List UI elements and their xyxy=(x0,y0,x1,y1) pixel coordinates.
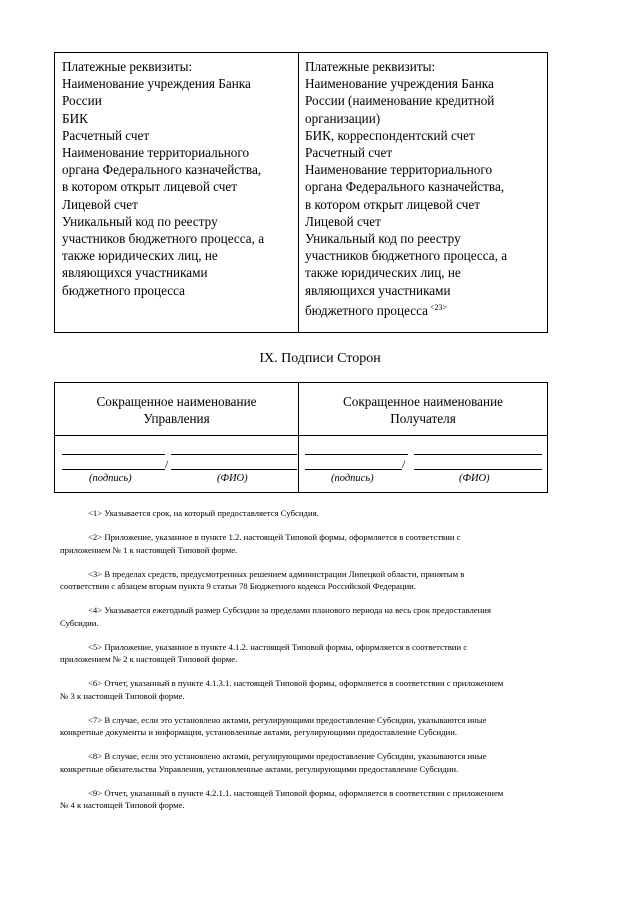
footnote-5 xyxy=(60,641,610,666)
payment-line-last xyxy=(305,299,543,319)
footnote-text: <6> Отчет, указанный в пункте 4.1.3.1. настоящей Типовой формы, оформляется в соответствии с приложением xyxy=(88,678,504,688)
payment-line: органа Федерального казначейства, xyxy=(305,179,505,195)
signatures-header-row xyxy=(55,383,547,436)
footnote-text: <8> В случае, если это установлено актами, регулирующими предоставление Субсидии, указываются иные xyxy=(88,751,487,761)
payment-line-text: бюджетного процесса xyxy=(305,302,428,318)
footnote-continuation: № 3 к настоящей Типовой форме. xyxy=(60,690,185,701)
name-line xyxy=(414,469,542,470)
payment-details-left-column xyxy=(55,53,299,332)
footnote-9 xyxy=(60,787,610,812)
payment-line: в котором открыт лицевой счет xyxy=(305,196,481,212)
signature-line xyxy=(62,469,165,470)
payment-details-table xyxy=(54,52,548,333)
signature-caption: (подпись) xyxy=(331,473,374,484)
payment-line: Наименование учреждения Банка xyxy=(305,76,494,92)
footnote-text: <5> Приложение, указанное в пункте 4.1.2. настоящей Типовой формы, оформляется в соответствии с xyxy=(88,641,468,652)
payment-line: Лицевой счет xyxy=(305,213,381,229)
footnote-continuation: приложением № 2 к настоящей Типовой форме. xyxy=(60,654,238,664)
payment-line: Расчетный счет xyxy=(305,145,393,161)
payment-line: Платежные реквизиты: xyxy=(305,59,436,74)
footnote-continuation: конкретные документы и информация, установленные актами, регулирующими предоставление Субсидии. xyxy=(60,727,458,737)
payment-line: также юридических лиц, не xyxy=(62,248,218,264)
payment-line: в котором открыт лицевой счет xyxy=(62,179,238,195)
header-line: Получателя xyxy=(390,410,456,426)
signature-block-right xyxy=(299,436,547,493)
payment-details-right-column xyxy=(299,53,547,332)
header-line: Управления xyxy=(143,410,210,426)
payment-line: Уникальный код по реестру xyxy=(62,213,218,229)
name-caption: (ФИО) xyxy=(217,473,248,484)
footnote-6 xyxy=(60,677,610,702)
payment-line: также юридических лиц, не xyxy=(305,265,461,281)
signature-line xyxy=(305,454,408,455)
payment-line: организации) xyxy=(305,110,381,126)
footnote-continuation: № 4 к настоящей Типовой форме. xyxy=(60,800,185,810)
name-line xyxy=(171,454,297,455)
payment-line: Лицевой счет xyxy=(62,196,138,212)
name-caption: (ФИО) xyxy=(459,473,490,484)
payment-line: Наименование территориального xyxy=(62,145,250,161)
signatures-header-left xyxy=(55,383,299,435)
name-line xyxy=(171,469,297,470)
footnote-continuation: конкретные обязательства Управления, установленные актами, регулирующими предоставление Субсидии. xyxy=(60,763,459,774)
name-line xyxy=(414,454,542,455)
footnote-continuation: приложением № 1 к настоящей Типовой форме. xyxy=(60,544,238,555)
payment-line: России xyxy=(62,93,102,109)
footnote-1 xyxy=(88,507,610,520)
section-title: IX. Подписи Сторон xyxy=(259,351,381,366)
payment-line: бюджетного процесса xyxy=(62,282,185,298)
footnote-text: <4> Указывается ежегодный размер Субсидии за пределами планового периода на весь срок предоставления xyxy=(88,605,491,615)
payment-line: являющихся участниками xyxy=(62,265,208,281)
footnotes xyxy=(60,507,610,823)
header-line: Сокращенное наименование xyxy=(343,394,503,409)
signature-line xyxy=(62,454,165,455)
payment-line: участников бюджетного процесса, а xyxy=(62,231,265,247)
payment-line: БИК, корреспондентский счет xyxy=(305,127,475,143)
payment-line: участников бюджетного процесса, а xyxy=(305,248,508,264)
footnote-7 xyxy=(60,714,610,739)
separator-slash: / xyxy=(402,457,406,471)
footnote-text: <7> В случае, если это установлено актами, регулирующими предоставление Субсидии, указываются иные xyxy=(88,714,487,725)
payment-line: Уникальный код по реестру xyxy=(305,231,461,247)
payment-line: Наименование территориального xyxy=(305,162,493,178)
footnote-text: <2> Приложение, указанное в пункте 1.2. настоящей Типовой формы, оформляется в соответствии с xyxy=(88,532,461,542)
footnote-text: <3> В пределах средств, предусмотренных решением администрации Липецкой области, принятым в xyxy=(88,568,465,579)
signatures-table xyxy=(54,382,548,493)
footnote-continuation: соответствии с абзацем вторым пункта 9 статьи 78 Бюджетного кодекса Российской Федерации. xyxy=(60,581,416,591)
signature-caption: (подпись) xyxy=(89,473,132,484)
footnote-3 xyxy=(60,568,610,593)
footnote-text: <1> Указывается срок, на который предоставляется Субсидия. xyxy=(88,508,319,518)
footnote-8 xyxy=(60,750,610,775)
header-line: Сокращенное наименование xyxy=(96,394,257,409)
payment-line: БИК xyxy=(62,110,88,126)
payment-line: России (наименование кредитной xyxy=(305,93,495,109)
footnote-reference[interactable]: <23> xyxy=(429,302,448,312)
payment-line: являющихся участниками xyxy=(305,282,451,298)
footnote-4 xyxy=(60,604,610,629)
footnote-text: <9> Отчет, указанный в пункте 4.2.1.1. настоящей Типовой формы, оформляется в соответствии с приложением xyxy=(88,787,504,798)
signatures-body-row xyxy=(55,436,547,493)
footnote-2 xyxy=(60,531,610,556)
signature-block-left xyxy=(55,436,299,493)
signatures-header-right xyxy=(299,383,547,435)
payment-line: органа Федерального казначейства, xyxy=(62,162,262,178)
signature-line xyxy=(305,469,402,470)
separator-slash: / xyxy=(165,457,169,471)
payment-line: Наименование учреждения Банка xyxy=(62,76,251,92)
payment-line: Расчетный счет xyxy=(62,127,150,143)
footnote-continuation: Субсидии. xyxy=(60,617,99,628)
payment-line: Платежные реквизиты: xyxy=(62,59,193,74)
